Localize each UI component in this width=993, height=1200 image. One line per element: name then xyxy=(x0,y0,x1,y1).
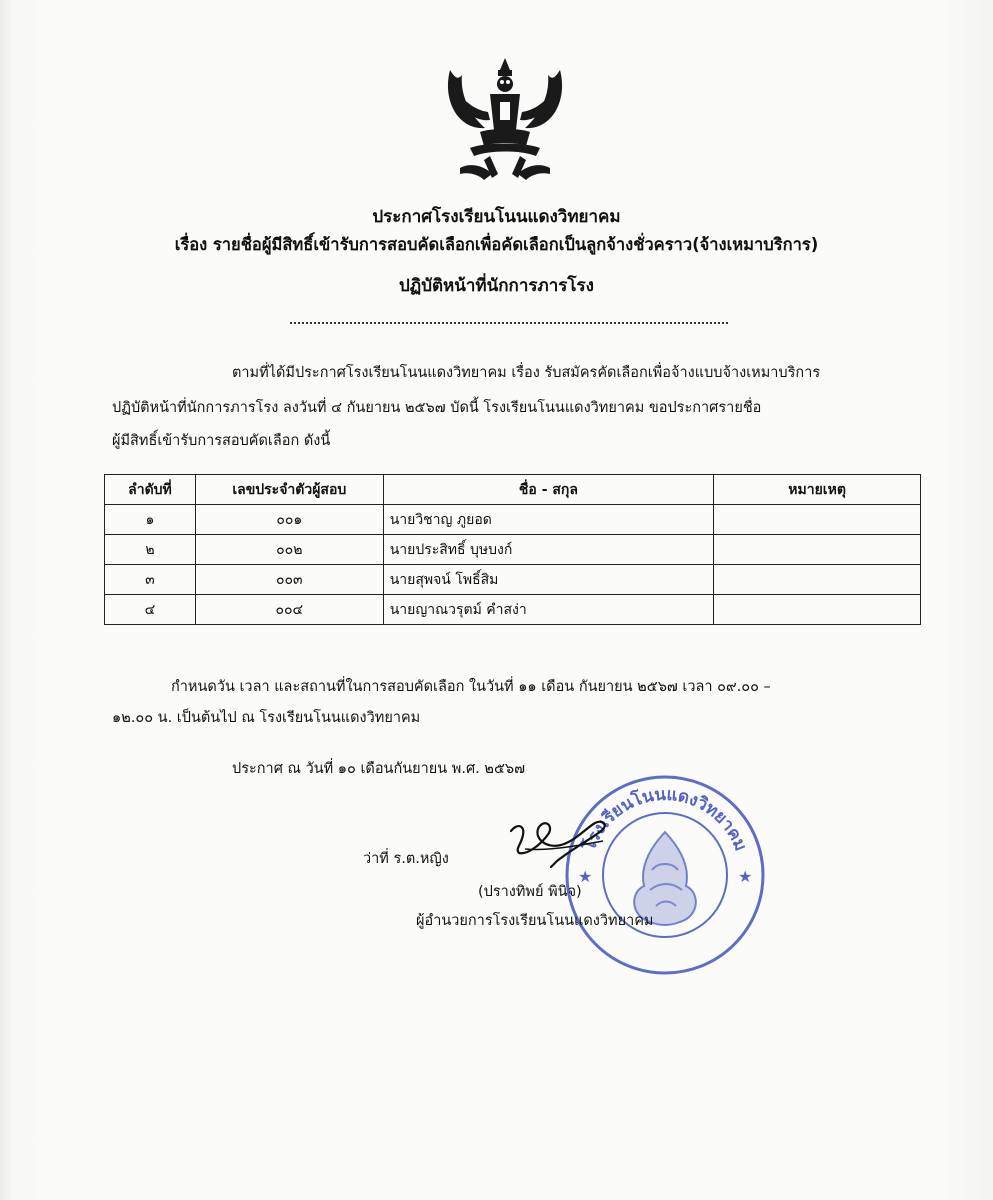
header-order: ลำดับที่ xyxy=(105,475,196,505)
intro-line-3: ผู้มีสิทธิ์เข้ารับการสอบคัดเลือก ดังนี้ xyxy=(112,433,331,449)
cell-order: ๓ xyxy=(105,565,196,595)
school-stamp-icon xyxy=(560,770,770,980)
table-row xyxy=(105,535,921,565)
schedule-line-1: กำหนดวัน เวลา และสถานที่ในการสอบคัดเลือก ในวันที่ ๑๑ เดือน กันยายน ๒๕๖๗ เวลา ๐๙.๐๐ – xyxy=(171,679,771,695)
svg-text:★: ★ xyxy=(578,867,593,886)
announcement-title: ประกาศโรงเรียนโนนแดงวิทยาคม xyxy=(372,207,621,227)
intro-line-1: ตามที่ได้มีประกาศโรงเรียนโนนแดงวิทยาคม เรื่อง รับสมัครคัดเลือกเพื่อจ้างแบบจ้างเหมาบริการ xyxy=(232,365,821,381)
signer-acting-rank: ว่าที่ ร.ต.หญิง xyxy=(363,851,449,867)
garuda-emblem-icon xyxy=(440,50,570,190)
schedule-line-2: ๑๒.๐๐ น. เป็นต้นไป ณ โรงเรียนโนนแดงวิทยาคม xyxy=(112,710,421,726)
table-row xyxy=(105,505,921,535)
cell-full-name: นายญาณวรุตม์ คำสง่า xyxy=(383,595,714,625)
svg-text:★: ★ xyxy=(738,867,753,886)
table-row xyxy=(105,565,921,595)
signer-name: (ปรางทิพย์ พินิจ) xyxy=(478,884,582,900)
stamp-text: โรงเรียนโนนแดงวิทยาคม xyxy=(579,784,751,854)
cell-order: ๔ xyxy=(105,595,196,625)
cell-full-name: นายวิชาญ ภูยอด xyxy=(383,505,714,535)
cell-remark xyxy=(714,565,921,595)
dotted-divider xyxy=(290,322,728,324)
signer-position: ผู้อำนวยการโรงเรียนโนนแดงวิทยาคม xyxy=(416,913,654,929)
cell-remark xyxy=(714,535,921,565)
candidate-table xyxy=(104,474,921,625)
table-row xyxy=(105,595,921,625)
cell-order: ๑ xyxy=(105,505,196,535)
header-exam-id: เลขประจำตัวผู้สอบ xyxy=(195,475,383,505)
announce-date: ประกาศ ณ วันที่ ๑๐ เดือนกันยายน พ.ศ. ๒๕๖๗ xyxy=(232,761,526,777)
cell-exam-id: ๐๐๔ xyxy=(195,595,383,625)
signature-scribble-icon xyxy=(505,805,615,875)
header-full-name: ชื่อ - สกุล xyxy=(383,475,714,505)
cell-full-name: นายสุพจน์ โพธิ์สิม xyxy=(383,565,714,595)
announcement-subject: เรื่อง รายชื่อผู้มีสิทธิ์เข้ารับการสอบคัดเลือกเพื่อคัดเลือกเป็นลูกจ้างชั่วคราว(จ้างเหมาบริการ) xyxy=(174,235,819,254)
announcement-subject-duty: ปฏิบัติหน้าที่นักการภารโรง xyxy=(399,276,594,296)
cell-remark xyxy=(714,595,921,625)
cell-exam-id: ๐๐๑ xyxy=(195,505,383,535)
cell-exam-id: ๐๐๒ xyxy=(195,535,383,565)
cell-exam-id: ๐๐๓ xyxy=(195,565,383,595)
cell-remark xyxy=(714,505,921,535)
cell-full-name: นายประสิทธิ์ บุษบงก์ xyxy=(383,535,714,565)
header-remark: หมายเหตุ xyxy=(714,475,921,505)
cell-order: ๒ xyxy=(105,535,196,565)
table-header-row xyxy=(105,475,921,505)
intro-line-2: ปฏิบัติหน้าที่นักการภารโรง ลงวันที่ ๔ กันยายน ๒๕๖๗ บัดนี้ โรงเรียนโนนแดงวิทยาคม ขอประกาศรายชื่อ xyxy=(112,400,762,416)
